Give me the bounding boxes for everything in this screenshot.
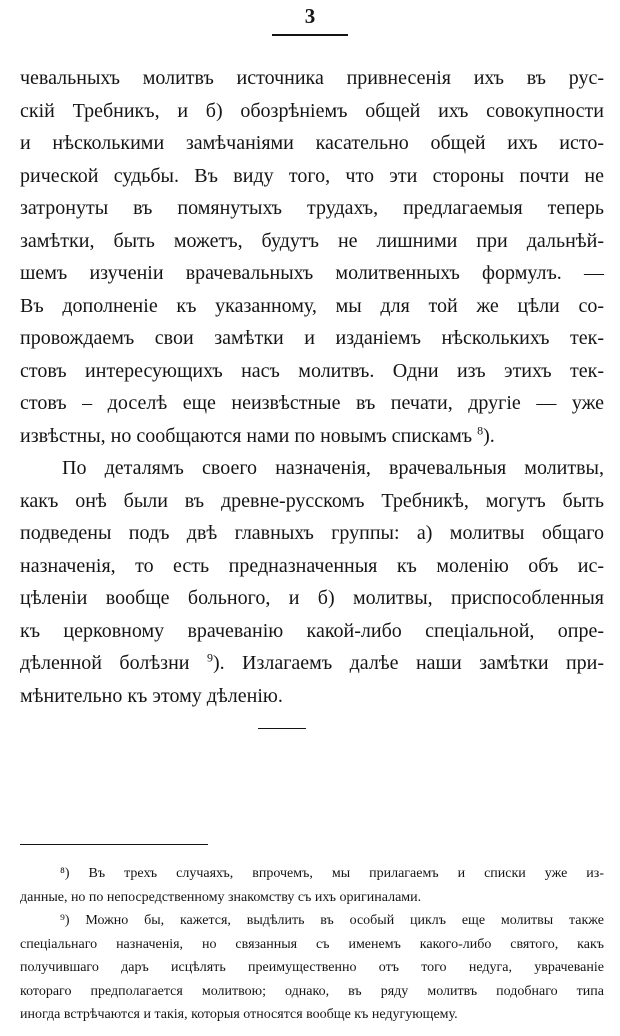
- text-segment: ).: [483, 424, 495, 447]
- text-line: стовъ интересующихъ насъ молитвъ. Одни изъ этихъ тек-: [20, 359, 604, 382]
- text-line: назначенія, то есть предназначенныя къ моленію объ ис-: [20, 554, 604, 577]
- footnote-8-line: данные, но по непосредственному знакомству съ ихъ оригиналами.: [20, 889, 422, 905]
- text-line: какъ онѣ были въ древне-русскомъ Требникѣ, могутъ быть: [20, 489, 604, 512]
- footnote-9-line: спеціальнаго назначенія, но связанныя съ именемъ какого-либо святого, какъ: [20, 936, 604, 952]
- text-line: и нѣсколькими замѣчаніями касательно общей ихъ исто-: [20, 132, 604, 154]
- text-line: Въ дополненіе къ указанному, мы для той же цѣли со-: [20, 294, 604, 317]
- text-segment: дѣленной болѣзни: [20, 652, 190, 674]
- text-line: къ церковному врачеванію какой-либо спеціальной, опре-: [20, 619, 604, 642]
- paragraph-first-line: По деталямъ своего назначенія, врачевальныя молитвы,: [62, 457, 604, 479]
- text-line: скій Требникъ, и б) обозрѣніемъ общей ихъ совокупности: [20, 99, 604, 122]
- text-line: затронуты въ помянутыхъ трудахъ, предлагаемыя теперь: [20, 197, 604, 219]
- text-line: мѣнительно къ этому дѣленію.: [20, 684, 283, 707]
- text-line: рической судьбы. Въ виду того, что эти стороны почти не: [20, 164, 604, 187]
- text-segment: извѣстны, но сообщаются нами по новымъ спискамъ: [20, 424, 473, 447]
- text-line: шемъ изученіи врачевальныхъ молитвенныхъ формулъ. —: [20, 262, 604, 284]
- footnote-separator: [20, 844, 208, 845]
- text-line: чевальныхъ молитвъ источника привнесенія ихъ въ рус-: [20, 67, 604, 89]
- text-line: [20, 420, 604, 453]
- text-line: замѣтки, быть можетъ, будутъ не лишними при дальнѣй-: [20, 229, 604, 252]
- footnote-9-line: иногда встрѣчаются и такія, которыя относятся вообще къ недугующему.: [20, 1007, 458, 1022]
- text-line: подведены подъ двѣ главныхъ группы: а) молитвы общаго: [20, 522, 604, 544]
- text-line: [20, 647, 604, 680]
- footnotes: [20, 862, 604, 1027]
- footnote-8-line: ⁸) Въ трехъ случаяхъ, впрочемъ, мы прилагаемъ и списки уже из-: [60, 866, 604, 881]
- footnote-9-line: получившаго даръ исцѣлять преимущественно отъ того недуга, уврачеваніе: [20, 960, 604, 975]
- footnote-9-line: ⁹) Можно бы, кажется, выдѣлить въ особый циклъ еще молитвы также: [60, 913, 604, 928]
- header-rule: [272, 34, 348, 36]
- text-line: стовъ – доселѣ еще неизвѣстные въ печати, другіе — уже: [20, 392, 604, 414]
- main-text: [20, 62, 604, 712]
- footnote-9-line: котораго предполагается молитвою; однако, въ ряду молитвъ подобнаго типа: [20, 983, 604, 999]
- footnote-ref-9: 9: [206, 650, 213, 665]
- text-line: провождаемъ свои замѣтки и изданіемъ нѣсколькихъ тек-: [20, 327, 604, 349]
- text-segment: ). Излагаемъ далѣе наши замѣтки при-: [212, 652, 605, 674]
- page-number: 3: [304, 4, 316, 28]
- section-end-rule: [258, 728, 306, 729]
- footnote-ref-8: 8: [477, 422, 484, 437]
- text-line: цѣленіи вообще больного, и б) молитвы, приспособленныя: [20, 587, 604, 609]
